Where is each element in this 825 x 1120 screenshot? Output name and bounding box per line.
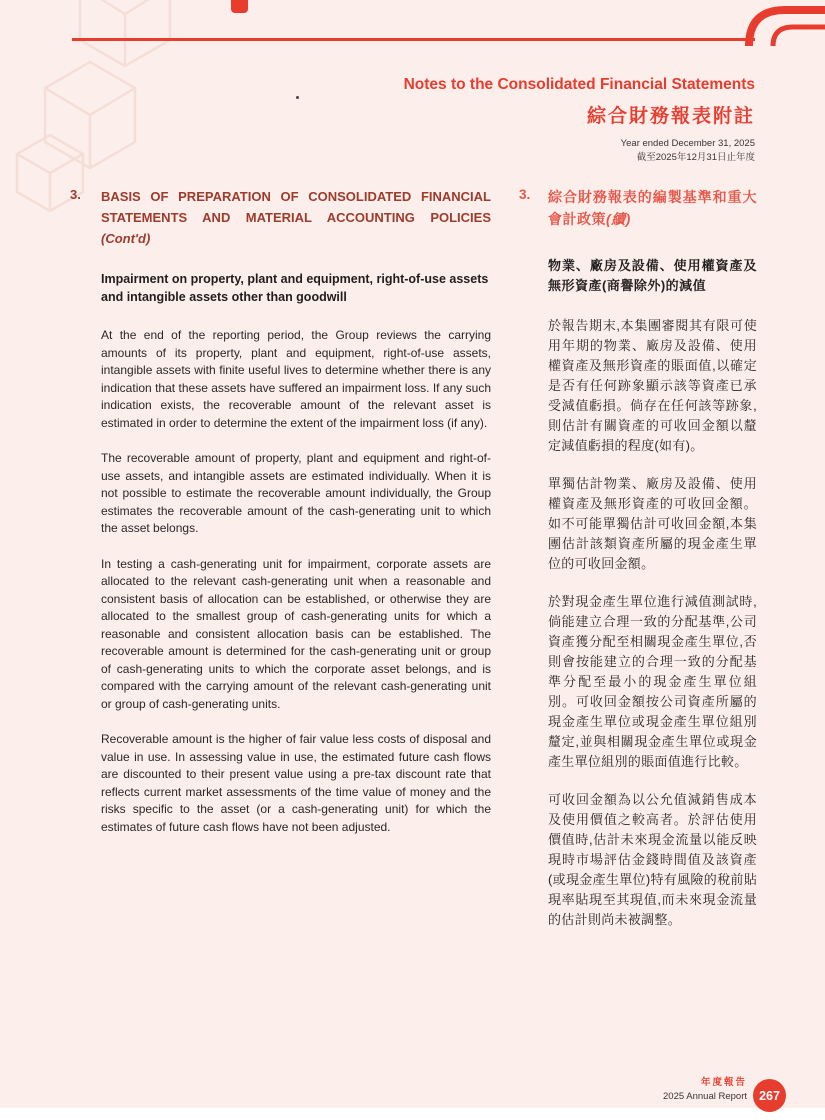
header-title-zh: 綜合財務報表附註 xyxy=(586,106,755,127)
subheading-zh: 物業、廠房及設備、使用權資產及無形資產(商譽除外)的減值 xyxy=(548,258,757,293)
header-rule xyxy=(72,38,755,41)
footer-report-title-en: 2025 Annual Report xyxy=(663,1091,747,1102)
section-contd-en: (Cont'd) xyxy=(101,231,151,246)
dot-decoration xyxy=(296,96,299,99)
header-title-en: Notes to the Consolidated Financial Statements xyxy=(403,76,755,93)
section-heading-zh xyxy=(548,186,757,230)
section-heading-en xyxy=(101,186,491,228)
section-heading-en-text: BASIS OF PREPARATION OF CONSOLIDATED FINANCIAL STATEMENTS AND MATERIAL ACCOUNTING POLICIES xyxy=(101,189,491,225)
english-column xyxy=(70,186,491,854)
header-period-zh: 截至2025年12月31日止年度 xyxy=(636,152,755,163)
paragraph-zh-1: 於報告期末,本集團審閱其有限可使用年期的物業、廠房及設備、使用權資產及無形資產的賬面值,以確定是否有任何跡象顯示該等資產已承受減值虧損。倘存在任何該等跡象,則估計有關資產的可收回金額以釐定減值虧損的程度(如有)。 xyxy=(548,318,757,453)
paragraph-zh-2: 單獨估計物業、廠房及設備、使用權資產及無形資產的可收回金額。如不可能單獨估計可收回金額,本集團估計該類資產所屬的現金產生單位的可收回金額。 xyxy=(548,476,757,571)
page-number-badge: 267 xyxy=(753,1079,786,1112)
section-number-en: 3. xyxy=(70,187,81,202)
subheading-en: Impairment on property, plant and equipment, right-of-use assets and intangible assets other than goodwill xyxy=(101,272,489,304)
section-contd-zh: (續) xyxy=(606,211,631,227)
paragraph-en-4: Recoverable amount is the higher of fair value less costs of disposal and value in use. In assessing value in use, the estimated future cash flows are discounted to their present value using a pre-tax discount rate that reflects current market assessments of the time value of money and the risks specific to the asset (or a cash-generating unit) for which the estimates of future cash flows have not been adjusted. xyxy=(101,732,491,834)
paragraph-zh-4: 可收回金額為以公允值減銷售成本及使用價值之較高者。於評估使用價值時,估計未來現金流量以能反映現時市場評估金錢時間值及該資產(或現金產生單位)特有風險的稅前貼現率貼現至其現值,而未來現金流量的估計則尚未被調整。 xyxy=(548,792,757,927)
bottom-band xyxy=(0,1108,825,1120)
footer-report-title-zh: 年度報告 xyxy=(700,1077,747,1088)
chinese-column xyxy=(519,186,757,948)
paragraph-en-1: At the end of the reporting period, the Group reviews the carrying amounts of its property, plant and equipment, right-of-use assets, intangible assets with finite useful lives to determine whether there is any indication that these assets have suffered an impairment loss. If any such indication exists, the recoverable amount of the relevant asset is estimated in order to determine the extent of the impairment loss (if any). xyxy=(101,328,491,430)
paragraph-en-2: The recoverable amount of property, plant and equipment and right-of-use assets, and intangible assets are estimated individually. When it is not possible to estimate the recoverable amount individually, the Group estimates the recoverable amount of the cash-generating unit to which the asset belongs. xyxy=(101,451,491,535)
paragraph-zh-3: 於對現金產生單位進行減值測試時,倘能建立合理一致的分配基準,公司資產獲分配至相關現金產生單位,否則會按能建立的合理一致的分配基準分配至最小的現金產生單位組別。可收回金額按公司資產所屬的現金產生單位或現金產生單位組別釐定,並與相關現金產生單位或現金產生單位組別的賬面值進行比較。 xyxy=(548,594,757,769)
top-tab-decoration xyxy=(231,0,248,13)
english-column-content xyxy=(101,186,491,854)
page-header xyxy=(404,76,755,165)
paragraph-en-3: In testing a cash-generating unit for impairment, corporate assets are allocated to the relevant cash-generating unit when a reasonable and consistent basis of allocation can be established, or otherwise they are allocated to the smallest group of cash-generating units for which a reasonable and consistent allocation basis can be established. The recoverable amount is determined for the cash-generating unit or group of cash-generating units to which the corporate asset belongs, and is compared with the carrying amount of the relevant cash-generating unit or group of cash-generating units. xyxy=(101,556,491,711)
header-period-en: Year ended December 31, 2025 xyxy=(620,138,755,149)
chinese-column-content xyxy=(548,186,757,948)
footer xyxy=(663,1074,747,1102)
section-number-zh: 3. xyxy=(519,187,531,202)
section-heading-zh-text: 綜合財務報表的編製基準和重大會計政策 xyxy=(548,189,757,227)
